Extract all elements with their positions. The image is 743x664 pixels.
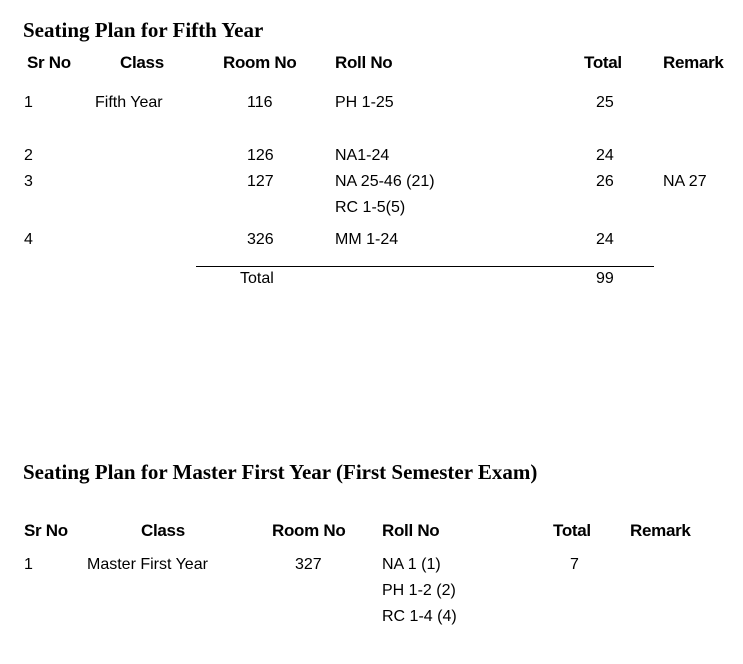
total-label: Total	[240, 270, 274, 287]
header-roll-no: Roll No	[382, 521, 440, 540]
header-sr-no: Sr No	[24, 521, 68, 540]
cell-sr: 1	[24, 556, 33, 573]
cell-class: Fifth Year	[95, 94, 163, 111]
cell-sr: 1	[24, 94, 33, 111]
cell-sr: 4	[24, 231, 33, 248]
cell-sr: 2	[24, 147, 33, 164]
cell-roll: NA 25-46 (21)	[335, 173, 435, 190]
header-total: Total	[553, 521, 591, 540]
cell-room: 127	[247, 173, 274, 190]
cell-total: 26	[596, 173, 614, 190]
section2-title: Seating Plan for Master First Year (First Semester Exam)	[23, 460, 538, 484]
header-remark: Remark	[663, 53, 724, 72]
cell-sr: 3	[24, 173, 33, 190]
cell-total: 7	[570, 556, 579, 573]
cell-remark: NA 27	[663, 173, 707, 190]
header-class: Class	[120, 53, 164, 72]
cell-roll-line3: RC 1-4 (4)	[382, 608, 457, 625]
cell-roll-line2: PH 1-2 (2)	[382, 582, 456, 599]
section1-title: Seating Plan for Fifth Year	[23, 18, 264, 42]
cell-roll: NA1-24	[335, 147, 390, 164]
cell-room: 327	[295, 556, 322, 573]
cell-class: Master First Year	[87, 556, 208, 573]
cell-roll-line2: RC 1-5(5)	[335, 199, 406, 216]
cell-room: 126	[247, 147, 274, 164]
header-remark: Remark	[630, 521, 691, 540]
header-roll-no: Roll No	[335, 53, 393, 72]
total-value: 99	[596, 270, 614, 287]
cell-total: 24	[596, 147, 614, 164]
cell-total: 24	[596, 231, 614, 248]
header-total: Total	[584, 53, 622, 72]
header-class: Class	[141, 521, 185, 540]
cell-room: 116	[247, 94, 273, 111]
header-sr-no: Sr No	[27, 53, 71, 72]
cell-total: 25	[596, 94, 614, 111]
cell-roll: MM 1-24	[335, 231, 399, 248]
header-room-no: Room No	[272, 521, 346, 540]
cell-room: 326	[247, 231, 274, 248]
total-divider	[196, 266, 654, 267]
cell-roll: PH 1-25	[335, 94, 394, 111]
header-room-no: Room No	[223, 53, 297, 72]
cell-roll: NA 1 (1)	[382, 556, 441, 573]
